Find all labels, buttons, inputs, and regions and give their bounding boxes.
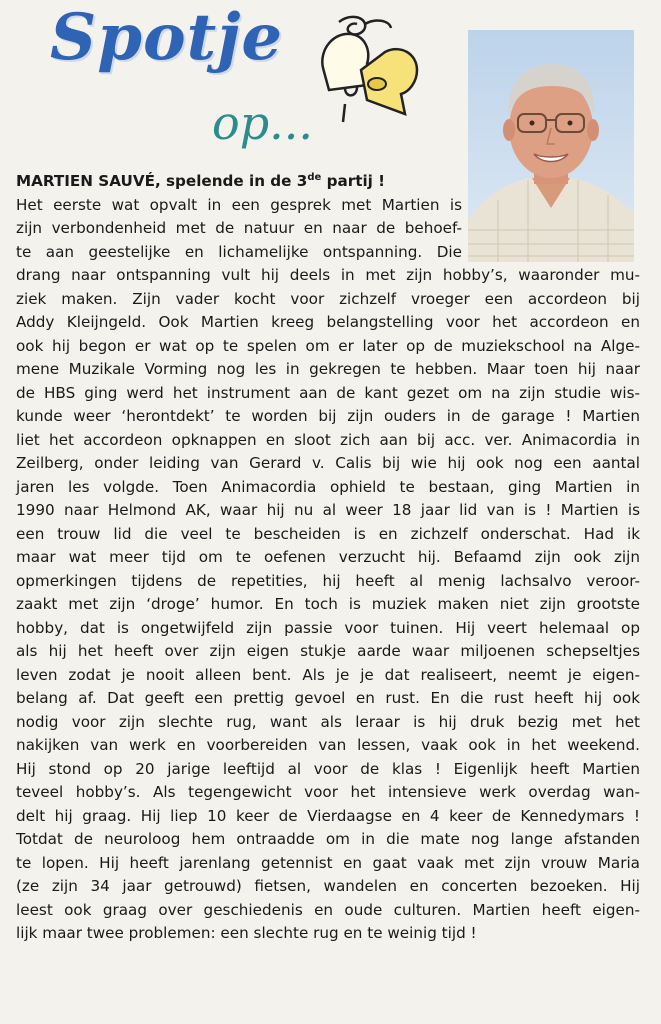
text-line: ook hij begon er wat op te spelen om er later op de muziekschool na Alge- [16, 336, 640, 355]
text-line: zijn verbondenheid met de natuur en naar de behoef- [16, 219, 462, 237]
ribbon-icon [339, 17, 391, 35]
text-line: delt hij graag. Hij liep 10 keer de Vierdaagse en 4 keer de Kennedymars ! [16, 806, 640, 825]
text-line: leest ook graag over geschiedenis en oude culturen. Martien heeft eigen- [16, 900, 640, 919]
text-line: Zeilberg, onder leiding van Gerard v. Calis bij wie hij ook nog een aantal [16, 454, 640, 472]
page-subtitle: op... [212, 96, 314, 150]
page-title: Spotje [50, 0, 284, 75]
text-line: opmerkingen tijdens de repetities, hij heeft al menig lachsalvo veroor- [16, 571, 640, 590]
text-line: mene Muzikale Vorming nog les in gekregen te hebben. Maar toen hij naar [16, 360, 640, 378]
text-line: nakijken van werk en voorbereiden van lessen, vaak ook in het weekend. [16, 736, 640, 754]
text-line: Addy Kleijngeld. Ook Martien kreeg belangstelling voor het accordeon en [16, 313, 640, 331]
text-line: de HBS ging werd het instrument aan de kant gezet om na zijn studie wis- [16, 383, 640, 402]
text-line: teveel hobby’s. Als tegengewicht voor het intensieve werk overdag wan- [16, 783, 640, 801]
text-line: 1990 naar Helmond AK, waar hij nu al weer 18 jaar lid van is ! Martien is [16, 501, 640, 519]
text-line: (ze zijn 34 jaar getrouwd) fietsen, wandelen en concerten bezoeken. Hij [16, 877, 640, 895]
text-line: zaakt met zijn ‘droge’ humor. En toch is muziek maken niet zijn grootste [16, 595, 640, 613]
text-line: nodig voor zijn slechte rug, want als leraar is hij druk bezig met het [16, 712, 640, 731]
text-line: een trouw lid die veel te bescheiden is en zichzelf onderschat. Had ik [16, 524, 640, 543]
bells-illustration [305, 10, 425, 125]
text-line: kunde weer ‘herontdekt’ te worden bij zijn ouders in de garage ! Martien [16, 407, 640, 425]
text-line: te lopen. Hij heeft jarenlang getennist en gaat vaak met zijn vrouw Maria [16, 853, 640, 872]
text-line: als hij het heeft over zijn eigen stukje aarde waar miljoenen schepseltjes [16, 642, 640, 660]
text-line: belang af. Dat geeft een prettig gevoel en rust. En die rust heeft hij ook [16, 689, 640, 707]
text-line: maar wat meer tijd om te oefenen verzucht hij. Befaamd zijn ook zijn [16, 548, 640, 566]
text-line: jaren les volgde. Toen Animacordia ophield te bestaan, ging Martien in [16, 477, 640, 496]
person-name: MARTIEN SAUVÉ [16, 172, 155, 190]
article-heading: MARTIEN SAUVÉ, spelende in de 3de partij ! [16, 171, 386, 190]
text-line: Hij stond op 20 jarige leeftijd al voor de klas ! Eigenlijk heeft Martien [16, 759, 640, 778]
text-line: hobby, dat is ongetwijfeld zijn passie voor tuinen. Hij veert helemaal op [16, 618, 640, 637]
article-body [16, 170, 640, 946]
text-line: ziek maken. Zijn vader kocht voor zichzelf vroeger een accordeon bij [16, 289, 640, 308]
text-line: drang naar ontspanning vult hij deels in met zijn hobby’s, waaronder mu- [16, 266, 640, 284]
text-line: Het eerste wat opvalt in een gesprek met Martien is [16, 195, 462, 214]
text-line: leven zodat je nooit alleen bent. Als je je dat realiseert, neemt je eigen- [16, 665, 640, 684]
text-line: te aan geestelijke en lichamelijke ontspanning. Die [16, 242, 462, 261]
text-line: Totdat de neuroloog hem ontraadde om in die mate nog lange afstanden [16, 830, 640, 848]
text-line: liet het accordeon opknappen en sloot zich aan bij acc. ver. Animacordia in [16, 430, 640, 449]
text-line: lijk maar twee problemen: een slechte rug en te weinig tijd ! [16, 924, 477, 942]
